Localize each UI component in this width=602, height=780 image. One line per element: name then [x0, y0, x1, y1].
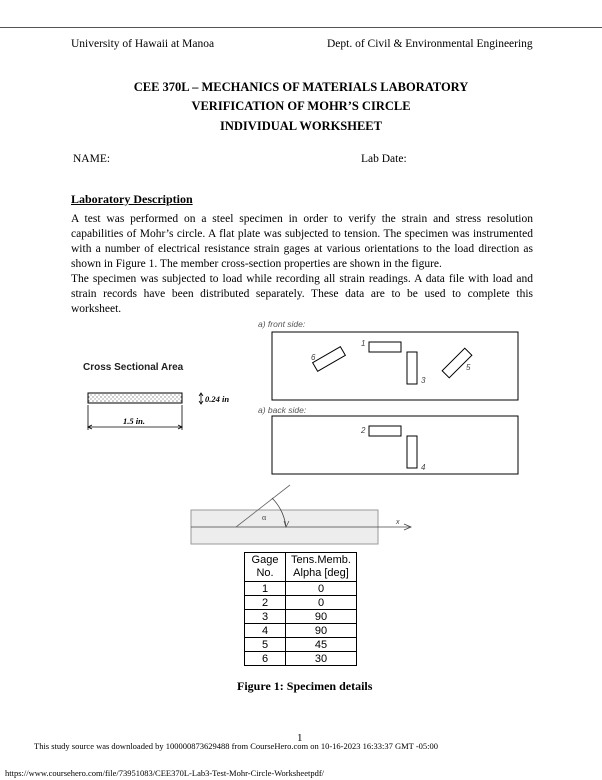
- download-note: This study source was downloaded by 100000873629488 from CourseHero.com on 10-16-2023 16:33:37 GMT -05:00: [34, 741, 439, 751]
- gage-4-label: 4: [421, 463, 426, 472]
- back-side-label: a) back side:: [258, 405, 307, 415]
- gage-2: [369, 426, 401, 436]
- gage-cell: 2: [245, 596, 286, 610]
- front-side-label: a) front side:: [258, 319, 306, 329]
- cross-section-title: Cross Sectional Area: [83, 362, 184, 373]
- thickness-label: 0.24 in: [205, 394, 230, 404]
- description-paragraph-2: The specimen was subjected to load while recording all strain readings. A data file with load and strain records have been distributed separately. These data are to be used to complete this worksheet.: [71, 273, 533, 315]
- specimen-figure: [0, 310, 602, 550]
- title-topic: VERIFICATION OF MOHR’S CIRCLE: [191, 99, 411, 113]
- table-header-alpha: Tens.Memb. Alpha [deg]: [286, 553, 357, 582]
- alpha-cell: 90: [286, 624, 357, 638]
- alpha-cell: 90: [286, 610, 357, 624]
- header-department: Dept. of Civil & Environmental Engineering: [327, 38, 533, 50]
- gage-2-label: 2: [361, 426, 366, 435]
- table-header-gage: Gage No.: [245, 553, 286, 582]
- width-label: 1.5 in.: [123, 416, 145, 426]
- gage-cell: 3: [245, 610, 286, 624]
- back-side-panel: [272, 416, 518, 474]
- alpha-cell: 0: [286, 596, 357, 610]
- header-rule: [0, 27, 602, 28]
- gage-3: [407, 352, 417, 384]
- alpha-cell: 0: [286, 582, 357, 596]
- cross-section-shape: [88, 393, 182, 403]
- gage-table: [244, 552, 357, 666]
- gage-3-label: 3: [421, 376, 426, 385]
- table-row: [245, 582, 357, 596]
- name-label: NAME:: [73, 153, 111, 165]
- alpha-cell: 45: [286, 638, 357, 652]
- x-axis-label: x: [396, 519, 400, 526]
- gage-4: [407, 436, 417, 468]
- description-paragraph-1: A test was performed on a steel specimen in order to verify the strain and stress resolution capabilities of Mohr’s circle. A flat plate was subjected to tension. The specimen was instrumented with a number of electrical resistance strain gages at various orientations to the load direction as shown in Figure 1. The member cross-section properties are shown in the figure.: [71, 213, 533, 270]
- gage-cell: 4: [245, 624, 286, 638]
- gage-cell: 6: [245, 652, 286, 666]
- gage-1: [369, 342, 401, 352]
- gage-cell: 5: [245, 638, 286, 652]
- page-number: 1: [297, 732, 303, 744]
- alpha-cell: 30: [286, 652, 357, 666]
- lab-date-label: Lab Date:: [361, 153, 407, 165]
- gage-6-label: 6: [311, 353, 316, 362]
- source-url-link[interactable]: https://www.coursehero.com/file/73951083/CEE370L-Lab3-Test-Mohr-Circle-Worksheetpdf/: [5, 768, 325, 778]
- gage-1-label: 1: [361, 339, 366, 348]
- header-university: University of Hawaii at Manoa: [71, 38, 215, 50]
- gage-5-label: 5: [466, 363, 471, 372]
- title-course: CEE 370L – MECHANICS OF MATERIALS LABORATORY: [133, 80, 469, 94]
- figure-caption: Figure 1: Specimen details: [237, 679, 373, 693]
- table-row: [245, 596, 357, 610]
- table-row: [245, 652, 357, 666]
- title-worksheet: INDIVIDUAL WORKSHEET: [220, 119, 382, 133]
- table-row: [245, 610, 357, 624]
- section-heading: Laboratory Description: [71, 192, 193, 206]
- table-row: [245, 624, 357, 638]
- table-row: [245, 638, 357, 652]
- alpha-label: α: [262, 513, 267, 522]
- gage-cell: 1: [245, 582, 286, 596]
